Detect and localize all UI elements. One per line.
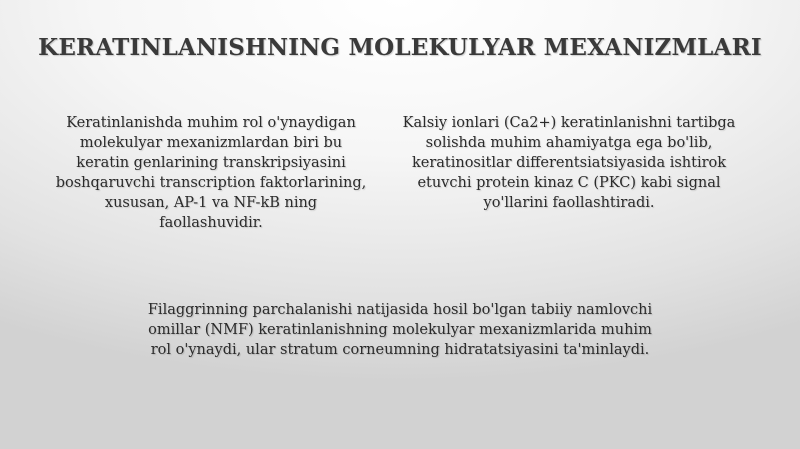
paragraph-calcium-ions: Kalsiy ionlari (Ca2+) keratinlanishni tartibga solishda muhim ahamiyatga ega bo'lib, keratinositlar differentsiatsiyasida ishtirok etuvchi protein kinaz C (PKC) kabi signal yo'llarini faollashtiradi.: [402, 115, 736, 211]
paragraph-transcription-factors: Keratinlanishda muhim rol o'ynaydigan molekulyar mexanizmlardan biri bu keratin genlarining transkripsiyasini boshqaruvchi transcription faktorlarining, xususan, AP-1 va NF-kB ning faollashuvidir.: [55, 115, 367, 231]
paragraph-filaggrin-nmf: Filaggrinning parchalanishi natijasida hosil bo'lgan tabiiy namlovchi omillar (NMF) keratinlanishning molekulyar mexanizmlarida muhim rol o'ynaydi, ular stratum corneumning hidratatsiyasini ta'minlaydi.: [147, 302, 653, 358]
slide-title: KERATINLANISHNING MOLEKULYAR MEXANIZMLARI: [38, 34, 762, 61]
